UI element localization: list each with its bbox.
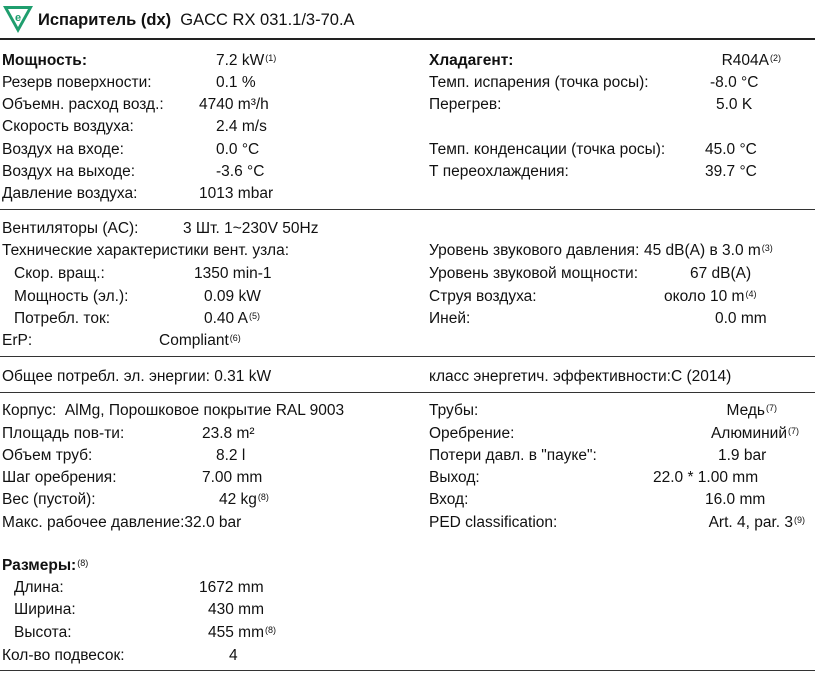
- length-value: 1672 mm: [199, 579, 264, 596]
- air-volume-flow-label: Объемн. расход возд.:: [2, 96, 164, 113]
- erp-value: Compliant$^{(6)}$: [159, 332, 241, 349]
- tube-volume-label: Объем труб:: [2, 447, 93, 464]
- ped-classification-label: PED classification:: [429, 514, 558, 531]
- surface-reserve-value: 0.1 %: [216, 74, 256, 91]
- width-value: 430 mm: [208, 601, 264, 618]
- fan-speed-value: 1350 min-1: [194, 265, 272, 282]
- fin-spacing-label: Шаг оребрения:: [2, 469, 117, 486]
- sound-power-value: 67 dB(A): [690, 265, 752, 282]
- subcooling-value: 39.7 °C: [705, 163, 757, 180]
- fan-power-label: Мощность (эл.):: [14, 288, 129, 305]
- inlet-value: 16.0 mm: [705, 491, 766, 508]
- energy-efficiency-class: класс энергетич. эффективности:C (2014): [429, 368, 732, 385]
- fin-spacing-value: 7.00 mm: [202, 469, 263, 486]
- air-volume-flow-value: 4740 m³/h: [199, 96, 269, 113]
- housing-spec: Корпус: AlMg, Порошковое покрытие RAL 9003: [2, 402, 345, 419]
- air-outlet-label: Воздух на выходе:: [2, 163, 136, 180]
- air-velocity-label: Скорость воздуха:: [2, 118, 134, 135]
- fins-label: Оребрение:: [429, 425, 515, 442]
- max-pressure: Макс. рабочее давление:32.0 bar: [2, 514, 242, 531]
- dimensions-title: Размеры:$^{(8)}$: [2, 557, 89, 574]
- model-text: GACC RX 031.1/3-70.A: [180, 11, 355, 29]
- svg-text:e: e: [14, 12, 22, 24]
- sound-pressure-label: Уровень звукового давления:: [429, 242, 640, 259]
- condensing-temp-label: Темп. конденсации (точка росы):: [429, 141, 666, 158]
- superheat-value: 5.0 K: [716, 96, 753, 113]
- air-pressure-label: Давление воздуха:: [2, 185, 138, 202]
- distributor-pressure-drop-label: Потери давл. в "пауке":: [429, 447, 597, 464]
- tubes-value: Медь$^{(7)}$: [726, 402, 777, 419]
- distributor-pressure-drop-value: 1.9 bar: [718, 447, 767, 464]
- surface-area-value: 23.8 m²: [202, 425, 255, 442]
- title-text: Испаритель (dx): [38, 11, 172, 29]
- air-outlet-value: -3.6 °C: [216, 163, 265, 180]
- section-divider-2: [0, 356, 815, 357]
- width-label: Ширина:: [14, 601, 76, 618]
- bottom-divider: [0, 670, 815, 671]
- evaporation-temp-value: -8.0 °C: [710, 74, 759, 91]
- erp-label: ErP:: [2, 332, 33, 349]
- hangers-value: 4: [229, 647, 238, 664]
- air-throw-value: около 10 $m^{(4)}$: [664, 288, 757, 305]
- weight-label: Вес (пустой):: [2, 491, 96, 508]
- evaporation-temp-label: Темп. испарения (точка росы):: [429, 74, 649, 91]
- air-inlet-label: Воздух на входе:: [2, 141, 124, 158]
- length-label: Длина:: [14, 579, 64, 596]
- energy-consumption: Общее потребл. эл. энергии: 0.31 kW: [2, 368, 272, 385]
- sound-pressure-value: 45 dB(A) в 3.0 $m^{(3)}$: [644, 242, 773, 259]
- refrigerant-value: $R404A^{(2)}$: [721, 52, 781, 69]
- outlet-value: 22.0 * 1.00 mm: [653, 469, 759, 486]
- ped-classification-value: Art. 4, par. 3$^{(9)}$: [708, 514, 805, 531]
- capacity-label: Мощность:: [2, 52, 87, 69]
- frost-label: Иней:: [429, 310, 471, 327]
- height-value: 455 $mm^{(8)}$: [208, 624, 276, 641]
- fan-current-label: Потребл. ток:: [14, 310, 111, 327]
- weight-value: 42 $kg^{(8)}$: [219, 491, 269, 508]
- fan-unit-tech-label: Технические характеристики вент. узла:: [2, 242, 290, 259]
- subcooling-label: Т переохлаждения:: [429, 163, 569, 180]
- header-divider: [0, 38, 815, 40]
- superheat-label: Перегрев:: [429, 96, 502, 113]
- outlet-label: Выход:: [429, 469, 480, 486]
- frost-value: 0.0 mm: [715, 310, 767, 327]
- company-logo-icon: [2, 4, 34, 34]
- refrigerant-label: Хладагент:: [429, 52, 514, 69]
- fans-title: Вентиляторы (AC):: [2, 220, 139, 237]
- air-pressure-value: 1013 mbar: [199, 185, 274, 202]
- tubes-label: Трубы:: [429, 402, 479, 419]
- capacity-value: 7.2 $kW^{(1)}$: [216, 52, 277, 69]
- tube-volume-value: 8.2 l: [216, 447, 246, 464]
- fan-power-value: 0.09 kW: [204, 288, 261, 305]
- fins-value: Алюминий$^{(7)}$: [710, 425, 799, 442]
- height-label: Высота:: [14, 624, 72, 641]
- fan-speed-label: Скор. вращ.:: [14, 265, 105, 282]
- air-inlet-value: 0.0 °C: [216, 141, 260, 158]
- document-title: [38, 10, 355, 30]
- section-divider-1: [0, 209, 815, 210]
- air-throw-label: Струя воздуха:: [429, 288, 537, 305]
- sound-power-label: Уровень звуковой мощности:: [429, 265, 639, 282]
- air-velocity-value: 2.4 m/s: [216, 118, 267, 135]
- fans-title-value: 3 Шт. 1~230V 50Hz: [183, 220, 319, 237]
- section-divider-3: [0, 392, 815, 393]
- condensing-temp-value: 45.0 °C: [705, 141, 757, 158]
- hangers-label: Кол-во подвесок:: [2, 647, 125, 664]
- inlet-label: Вход:: [429, 491, 469, 508]
- fan-current-value: 0.40 $A^{(5)}$: [204, 310, 260, 327]
- surface-reserve-label: Резерв поверхности:: [2, 74, 152, 91]
- surface-area-label: Площадь пов-ти:: [2, 425, 125, 442]
